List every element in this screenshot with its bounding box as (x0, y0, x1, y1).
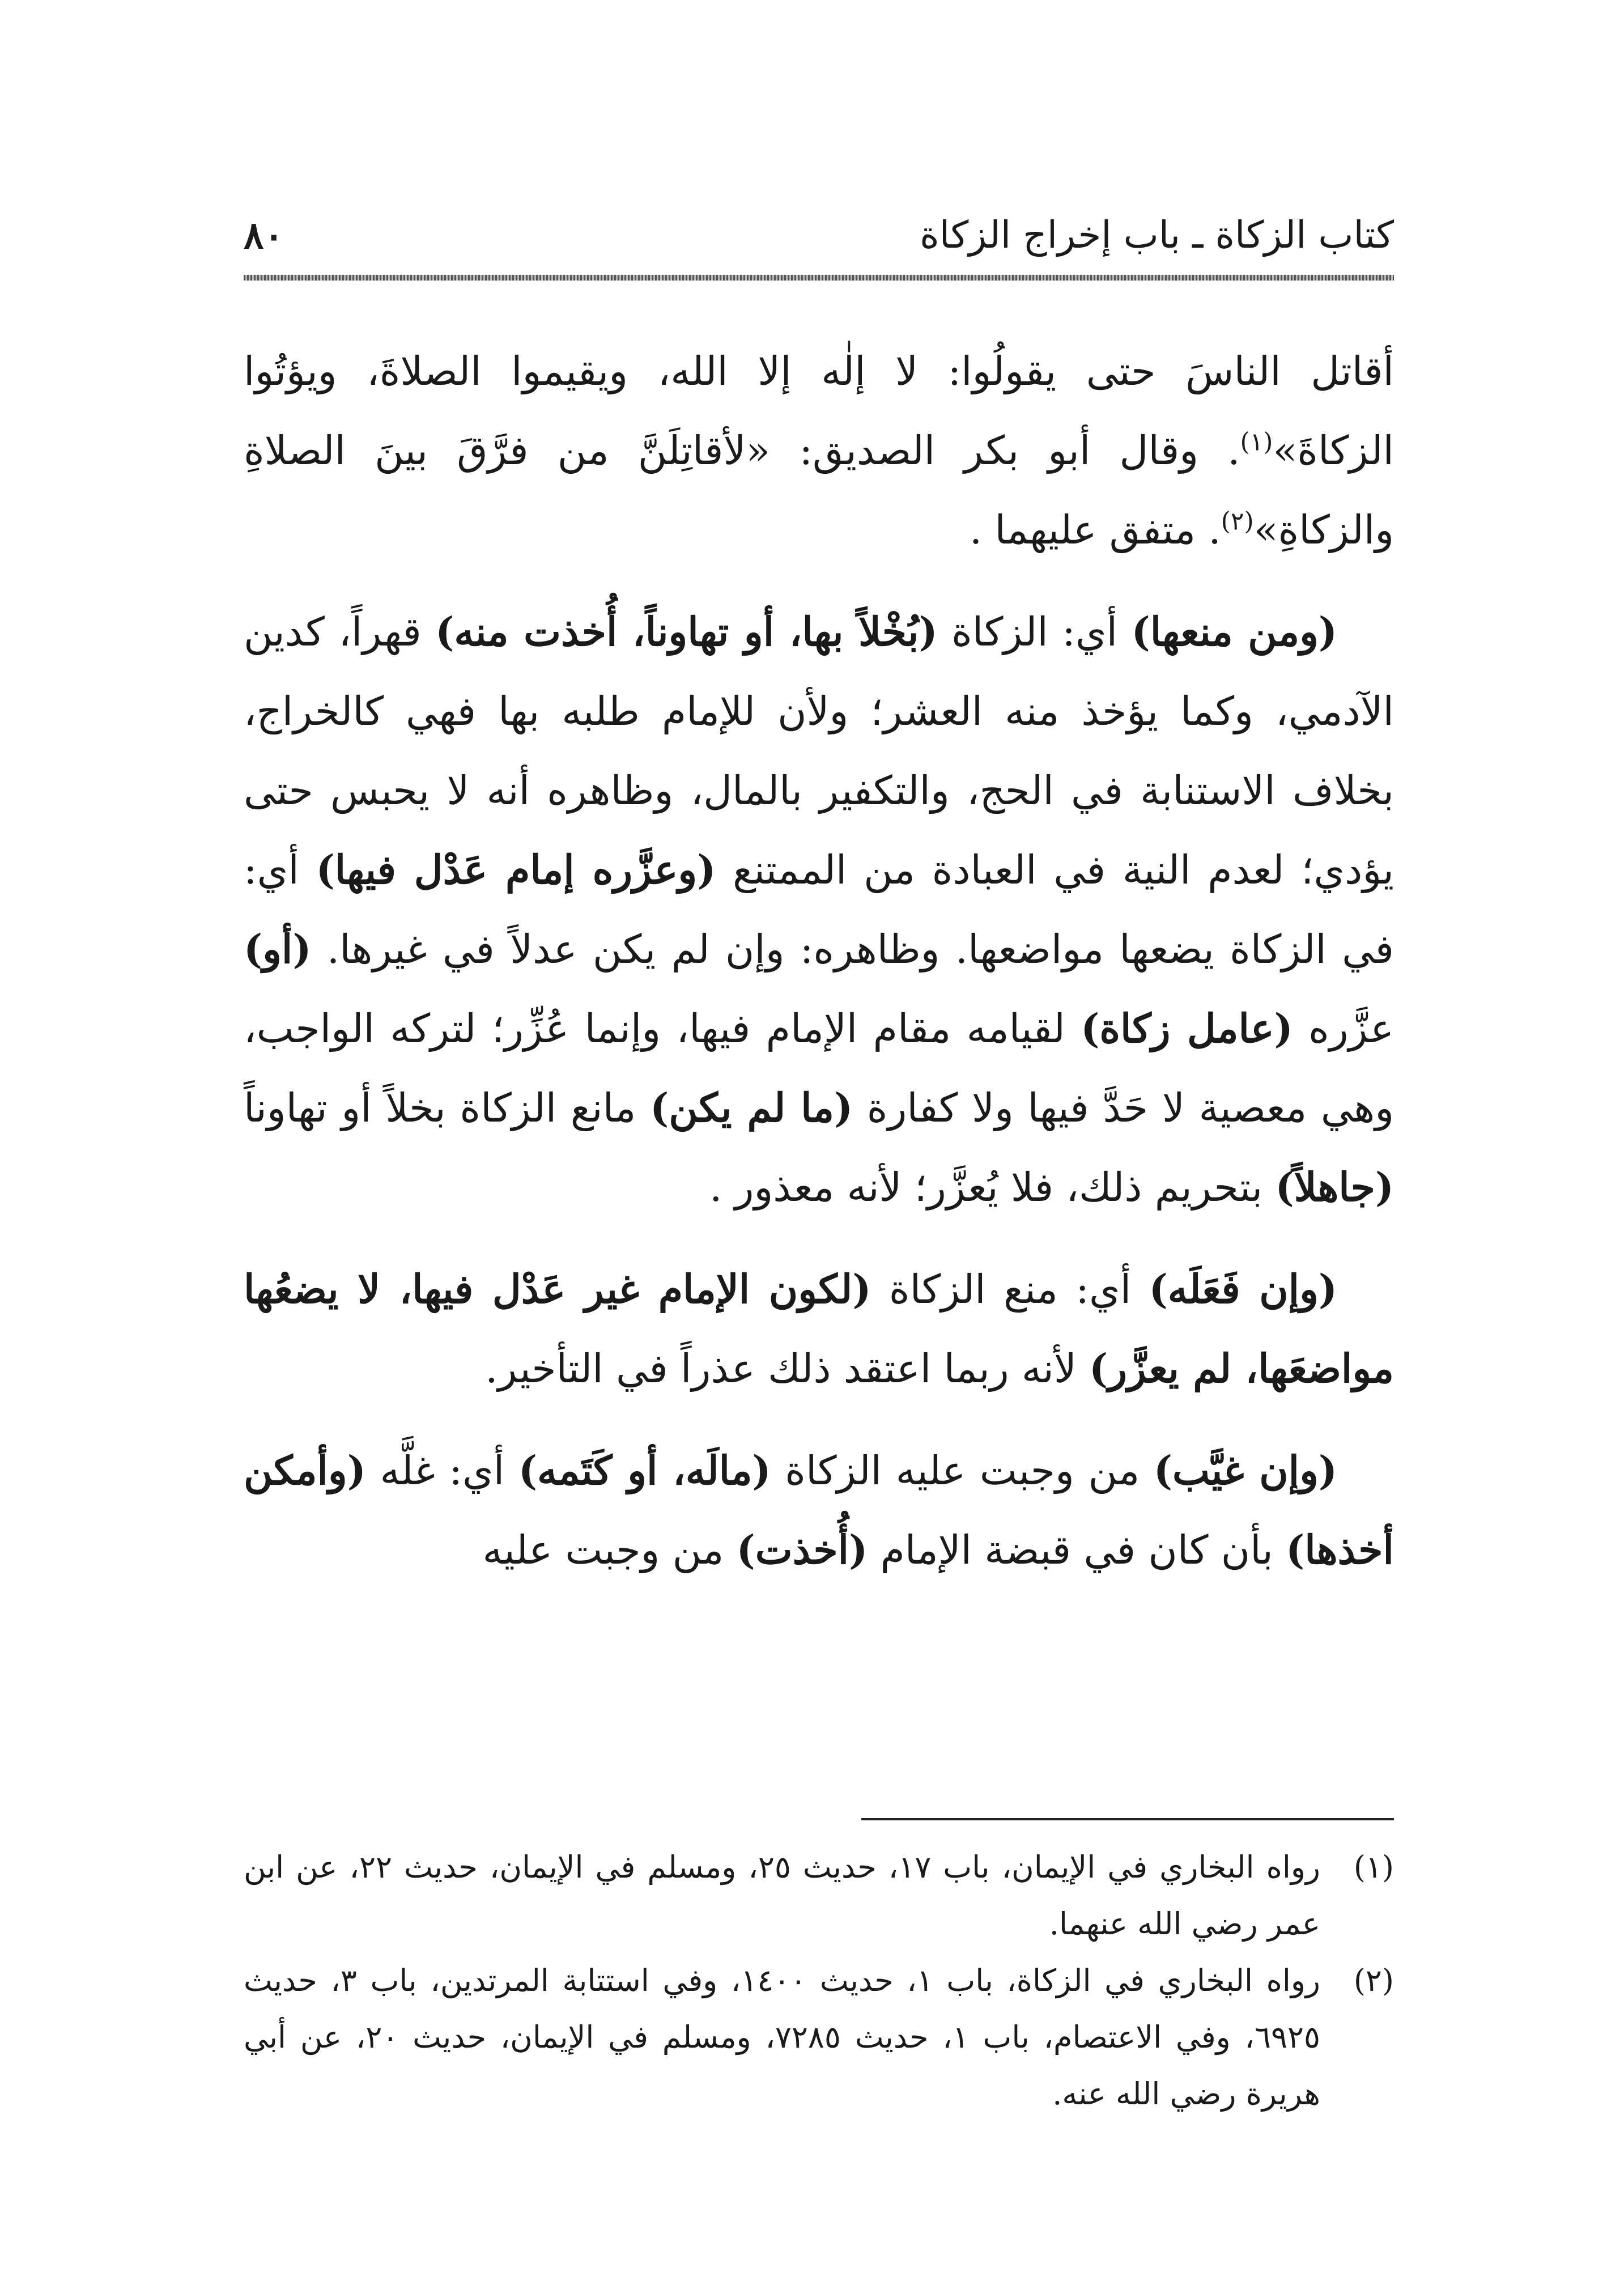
footnote-2 (244, 1952, 1394, 2122)
footnote-separator (861, 1818, 1394, 1820)
matn-bold: (ومن منعها) (1131, 608, 1337, 655)
matn-bold: (جاهلاً) (1275, 1164, 1394, 1211)
footnote-text: رواه البخاري في الزكاة، باب ١، حديث ١٤٠٠، وفي استتابة المرتدين، باب ٣، حديث ٦٩٢٥، وفي الاعتصام، باب ١، حديث ٧٢٨٥، ومسلم في الإيمان، حديث ٢٠، عن أبي هريرة رضي الله عنه. (244, 1963, 1321, 2112)
paragraph-refusal (244, 592, 1394, 1227)
text-run: من وجبت عليه (482, 1527, 737, 1573)
main-text (244, 332, 1394, 1590)
matn-bold: (لكون الإمام غير عَدْل فيها، لا يضعُها مواضعَها، لم يعزَّر) (244, 1266, 1394, 1392)
page-number: ٨٠ (244, 213, 284, 257)
running-header (244, 204, 1394, 266)
text-run: عزَّره (1293, 1005, 1394, 1052)
text-run: أي: منع الزكاة (871, 1266, 1149, 1313)
footnotes (244, 1839, 1394, 2122)
footnote-ref: (١) (1240, 427, 1273, 457)
matn-bold: (أُخذت) (736, 1526, 868, 1573)
footnote-number: (١) (1353, 1849, 1394, 1885)
matn-bold: (ما لم يكن) (650, 1084, 853, 1131)
paragraph-hadith-quote (244, 332, 1394, 570)
footnote-text: رواه البخاري في الإيمان، باب ١٧، حديث ٢٥، ومسلم في الإيمان، حديث ٢٢، عن ابن عمر رضي الله عنهما. (244, 1849, 1321, 1942)
text-run: قهراً، كدين الآدمي، وكما يؤخذ منه العشر؛ ولأن للإمام طلبه بها فهي كالخراج، بخلاف الاستنابة في الحج، والتكفير بالمال، وظاهره أنه لا يحبس حتى يؤدي؛ لعدم النية في العبادة من الممتنع (244, 609, 1395, 893)
matn-bold: (وأمكن أخذها) (244, 1447, 1394, 1573)
matn-bold: (وعزَّره إمام عَدْل فيها) (316, 846, 716, 893)
matn-bold: (عامل زكاة) (1081, 1005, 1293, 1052)
text-run: مانع الزكاة بخلاً أو تهاوناً (244, 1085, 651, 1131)
matn-bold: (وإن فَعَلَه) (1149, 1266, 1337, 1313)
text-run: . وقال أبو بكر الصديق: «لأقاتِلَنَّ من فرَّقَ بينَ الصلاةِ والزكاةِ» (244, 427, 1394, 553)
text-run: . متفق عليهما . (969, 507, 1221, 553)
text-run: أي: الزكاة (937, 609, 1132, 655)
footnote-ref: (٢) (1221, 507, 1254, 536)
text-run: أي: غلَّه (365, 1447, 518, 1494)
footnote-1 (244, 1839, 1394, 1952)
text-run: أي: في الزكاة يضعها مواضعها. وظاهره: وإن لم يكن عدلاً في غيرها. (244, 847, 1394, 973)
paragraph-concealment (244, 1431, 1394, 1590)
matn-bold: (وإن غيَّب) (1153, 1447, 1338, 1494)
text-run: أقاتل الناسَ حتى يقولُوا: لا إلٰه إلا الله، ويقيموا الصلاةَ، ويؤتُوا الزكاةَ» (244, 348, 1394, 474)
text-run: لقيامه مقام الإمام فيها، وإنما عُزِّر؛ لتركه الواجب، وهي معصية لا حَدَّ فيها ولا كفارة (244, 1005, 1394, 1131)
text-run: بأن كان في قبضة الإمام (868, 1527, 1286, 1573)
matn-bold: (مالَه، أو كَتَمه) (518, 1447, 771, 1494)
text-run: من وجبت عليه الزكاة (771, 1447, 1154, 1494)
footnote-number: (٢) (1353, 1963, 1394, 1998)
header-divider (244, 275, 1394, 281)
paragraph-unjust-imam (244, 1250, 1394, 1408)
text-run: بتحريم ذلك، فلا يُعزَّر؛ لأنه معذور . (709, 1164, 1276, 1211)
matn-bold: (أو) (244, 925, 312, 973)
chapter-title: كتاب الزكاة ـ باب إخراج الزكاة (920, 213, 1394, 257)
text-run: لأنه ربما اعتقد ذلك عذراً في التأخير. (485, 1345, 1090, 1392)
matn-bold: (بُخْلاً بها، أو تهاوناً، أُخذت منه) (435, 608, 938, 655)
